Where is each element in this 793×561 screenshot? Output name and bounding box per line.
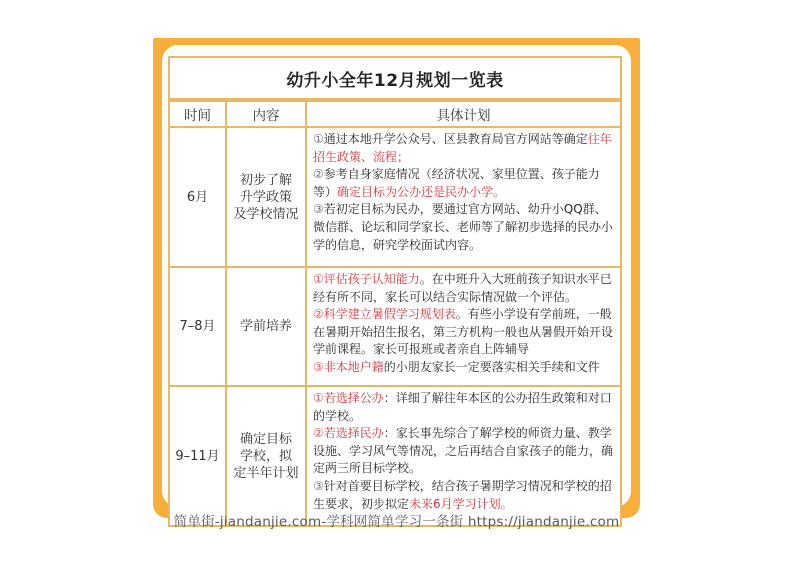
- plan-item: [313, 166, 616, 201]
- content-line: 及学校情况: [233, 206, 299, 222]
- time-cell: 9–11月: [170, 386, 226, 525]
- plan-item: [313, 201, 616, 254]
- item-number: ②: [313, 167, 324, 182]
- item-number: ③: [313, 202, 324, 217]
- content-line: 初步了解: [239, 172, 292, 188]
- highlighted-text: 评估孩子认知能力: [323, 272, 420, 286]
- plan-text: 。有些小学设有学前班，一般在暑期开始招生报名，第三方机构一般也从暑假开始开设学前课程。家长可报班或者亲自上阵辅导: [313, 307, 614, 357]
- content-line: 升学政策: [239, 189, 292, 205]
- content-line: 定半年计划: [233, 465, 299, 481]
- item-number: ①: [313, 272, 324, 286]
- highlighted-text: 非本地户籍: [323, 359, 384, 374]
- content-cell: [226, 127, 306, 267]
- plan-text: 的小朋友家长一定要落实相关手续和文件: [383, 359, 600, 374]
- item-number: ②: [313, 307, 324, 322]
- plan-cell: [306, 386, 620, 525]
- plan-text: 通过本地升学公众号、区县教育局官方网站等确定: [323, 132, 588, 146]
- watermark-text: 简单街-jiandanjie.com-学科网简单学习一条街 https://jiandanjie.com: [173, 514, 620, 530]
- plan-cell: [306, 267, 620, 386]
- item-number: ①: [313, 391, 324, 405]
- content-cell: [226, 386, 306, 525]
- header-row: [170, 101, 620, 127]
- plan-text: 针对首要目标学校，结合孩子暑期学习情况和学校的招生要求，初步拟定: [313, 478, 612, 511]
- highlighted-text: 若选择公办: [323, 391, 384, 405]
- item-number: ①: [313, 132, 324, 146]
- table-row: [170, 127, 620, 267]
- column-header-content: 内容: [226, 101, 306, 127]
- content-line: 学前培养: [239, 319, 292, 334]
- plan-text: 参考自身家庭情况（经济状况、家里位置、孩子能力等）: [313, 167, 600, 199]
- item-number: ③: [313, 478, 324, 493]
- plan-text: ：详细了解往年本区的公办招生政策和对口的学校。: [313, 391, 612, 423]
- plan-text: 。在中班升入大班前孩子知识水平已经有所不同，家长可以结合实际情况做一个评估。: [313, 272, 612, 304]
- table-title: 幼升小全年12月规划一览表: [170, 58, 620, 100]
- plan-text: ：家长事先综合了解学校的师资力量、教学设施、学习风气等情况，之后再结合自家孩子的能力，确定两三所目标学校。: [313, 426, 614, 476]
- plan-table: [170, 100, 620, 525]
- plan-table-sheet: [168, 56, 622, 527]
- plan-item: [313, 359, 616, 377]
- plan-item: [313, 271, 616, 306]
- highlighted-text: 往年招生政策、流程；: [313, 132, 612, 164]
- highlighted-text: 确定目标为公办还是民办小学。: [337, 184, 506, 199]
- content-cell: [226, 267, 306, 386]
- content-line: 学校，拟: [239, 448, 292, 464]
- plan-item: [313, 306, 616, 359]
- column-header-plan: 具体计划: [306, 101, 620, 127]
- plan-text: 若初定目标为民办，要通过官方网站、幼升小QQ群、微信群、论坛和同学家长、老师等了解初步选择的民办小学的信息，研究学校面试内容。: [313, 202, 614, 252]
- time-cell: 6月: [170, 127, 226, 267]
- plan-cell: [306, 127, 620, 267]
- time-cell: 7–8月: [170, 267, 226, 386]
- highlighted-text: 若选择民办: [323, 426, 384, 441]
- highlighted-text: 未来6月学习计划。: [409, 496, 513, 511]
- column-header-time: 时间: [170, 101, 226, 127]
- plan-item: [313, 478, 616, 513]
- item-number: ②: [313, 426, 324, 441]
- content-line: 确定目标: [239, 431, 292, 447]
- table-row: [170, 267, 620, 386]
- item-number: ③: [313, 359, 324, 374]
- table-row: [170, 386, 620, 525]
- plan-item: [313, 131, 616, 166]
- plan-item: [313, 425, 616, 478]
- highlighted-text: 科学建立暑假学习规划表: [323, 307, 456, 322]
- plan-item: [313, 390, 616, 425]
